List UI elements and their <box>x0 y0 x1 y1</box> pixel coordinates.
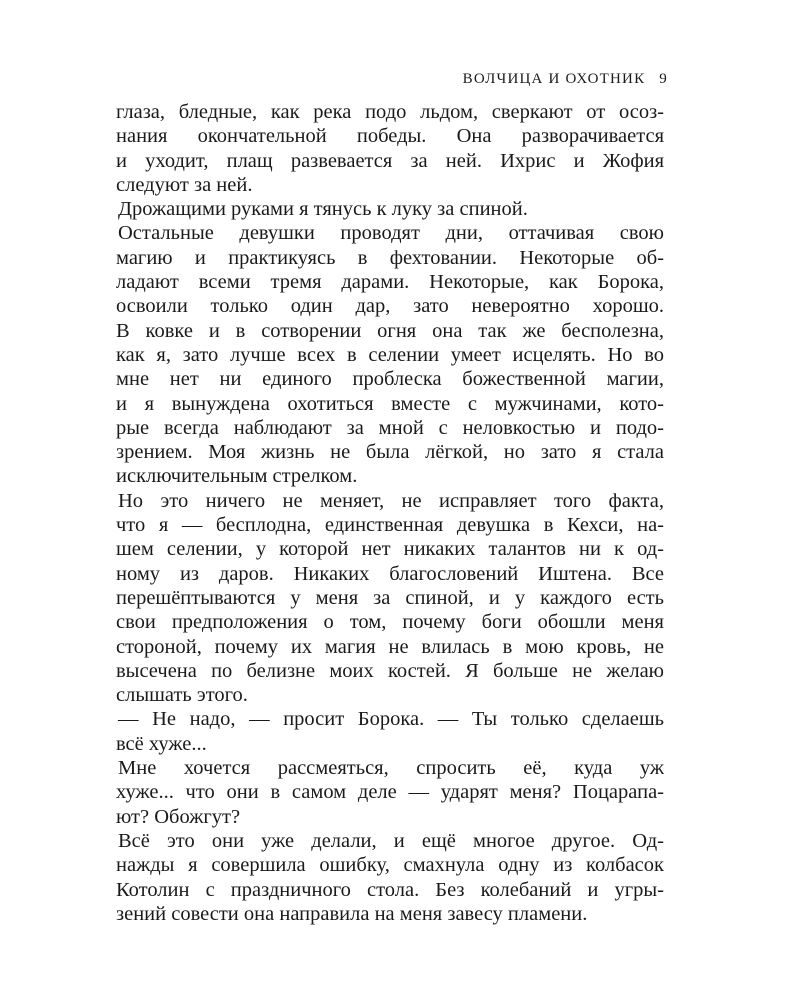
text-line: всё хуже... <box>116 732 207 755</box>
text-line: что я — бесплодна, единственная девушка в Кехси, на- <box>116 514 664 537</box>
book-title: ВОЛЧИЦА И ОХОТНИК <box>462 71 646 87</box>
paragraph <box>116 756 664 829</box>
text-line: В ковке и в сотворении огня она так же бесполезна, <box>116 319 664 342</box>
text-line: как я, зато лучше всех в селении умеет исцелять. Но во <box>116 343 664 366</box>
text-line: перешёптываются у меня за спиной, и у каждого есть <box>116 586 664 609</box>
text-line: слышать этого. <box>116 684 248 707</box>
text-line: хуже... что они в самом деле — ударят меня? Поцарапа- <box>116 781 664 804</box>
text-line: исключительным стрелком. <box>116 465 358 488</box>
paragraph <box>116 489 664 708</box>
page-number: 9 <box>659 71 668 87</box>
text-line: свои предположения о том, почему боги обошли меня <box>116 611 664 634</box>
text-line: Мне хочется рассмеяться, спросить её, куда уж <box>118 757 664 780</box>
page-body <box>116 100 664 926</box>
text-line: зрением. Моя жизнь не была лёгкой, но зато я стала <box>116 441 664 464</box>
text-line: и уходит, плащ развевается за ней. Ихрис и Жофия <box>116 149 664 172</box>
text-line: и я вынуждена охотиться вместе с мужчинами, кото- <box>116 392 664 415</box>
text-line: магию и практикуясь в фехтовании. Некоторые об- <box>116 246 664 269</box>
text-line: освоили только один дар, зато невероятно хорошо. <box>116 295 664 318</box>
running-header <box>463 71 668 88</box>
text-line: рые всегда наблюдают за мной с неловкостью и подо- <box>116 416 664 439</box>
text-line: шем селении, у которой нет никаких талантов ни к од- <box>116 538 664 561</box>
text-line: ют? Обожгут? <box>116 805 241 828</box>
text-line: — Не надо, — просит Борока. — Ты только сделаешь <box>118 708 664 731</box>
paragraph <box>116 221 664 488</box>
text-line: нания окончательной победы. Она разворачивается <box>116 125 664 148</box>
text-line: следуют за ней. <box>116 173 253 196</box>
paragraph <box>116 197 664 221</box>
text-line: зений совести она направила на меня завесу пламени. <box>116 902 588 925</box>
text-line: Но это ничего не меняет, не исправляет того факта, <box>118 489 664 512</box>
text-line: стороной, почему их магия не влилась в мою кровь, не <box>116 635 664 658</box>
text-line: Котолин с праздничного стола. Без колебаний и угры- <box>116 878 664 901</box>
text-line: глаза, бледные, как река подо льдом, сверкают от осоз- <box>116 101 664 123</box>
text-line: ладают всеми тремя дарами. Некоторые, как Борока, <box>116 271 664 294</box>
text-line: мне нет ни единого проблеска божественной магии, <box>116 368 664 391</box>
paragraph <box>116 829 664 926</box>
paragraph <box>116 100 664 197</box>
text-line: Дрожащими руками я тянусь к луку за спиной. <box>118 198 528 221</box>
text-line: нажды я совершила ошибку, смахнула одну из колбасок <box>116 854 664 877</box>
text-line: Остальные девушки проводят дни, оттачивая свою <box>118 222 664 245</box>
text-line: Всё это они уже делали, и ещё многое другое. Од- <box>118 829 664 852</box>
paragraph <box>116 707 664 756</box>
text-line: высечена по белизне моих костей. Я больше не желаю <box>116 659 664 682</box>
text-line: ному из даров. Никаких благословений Иштена. Все <box>116 562 664 585</box>
